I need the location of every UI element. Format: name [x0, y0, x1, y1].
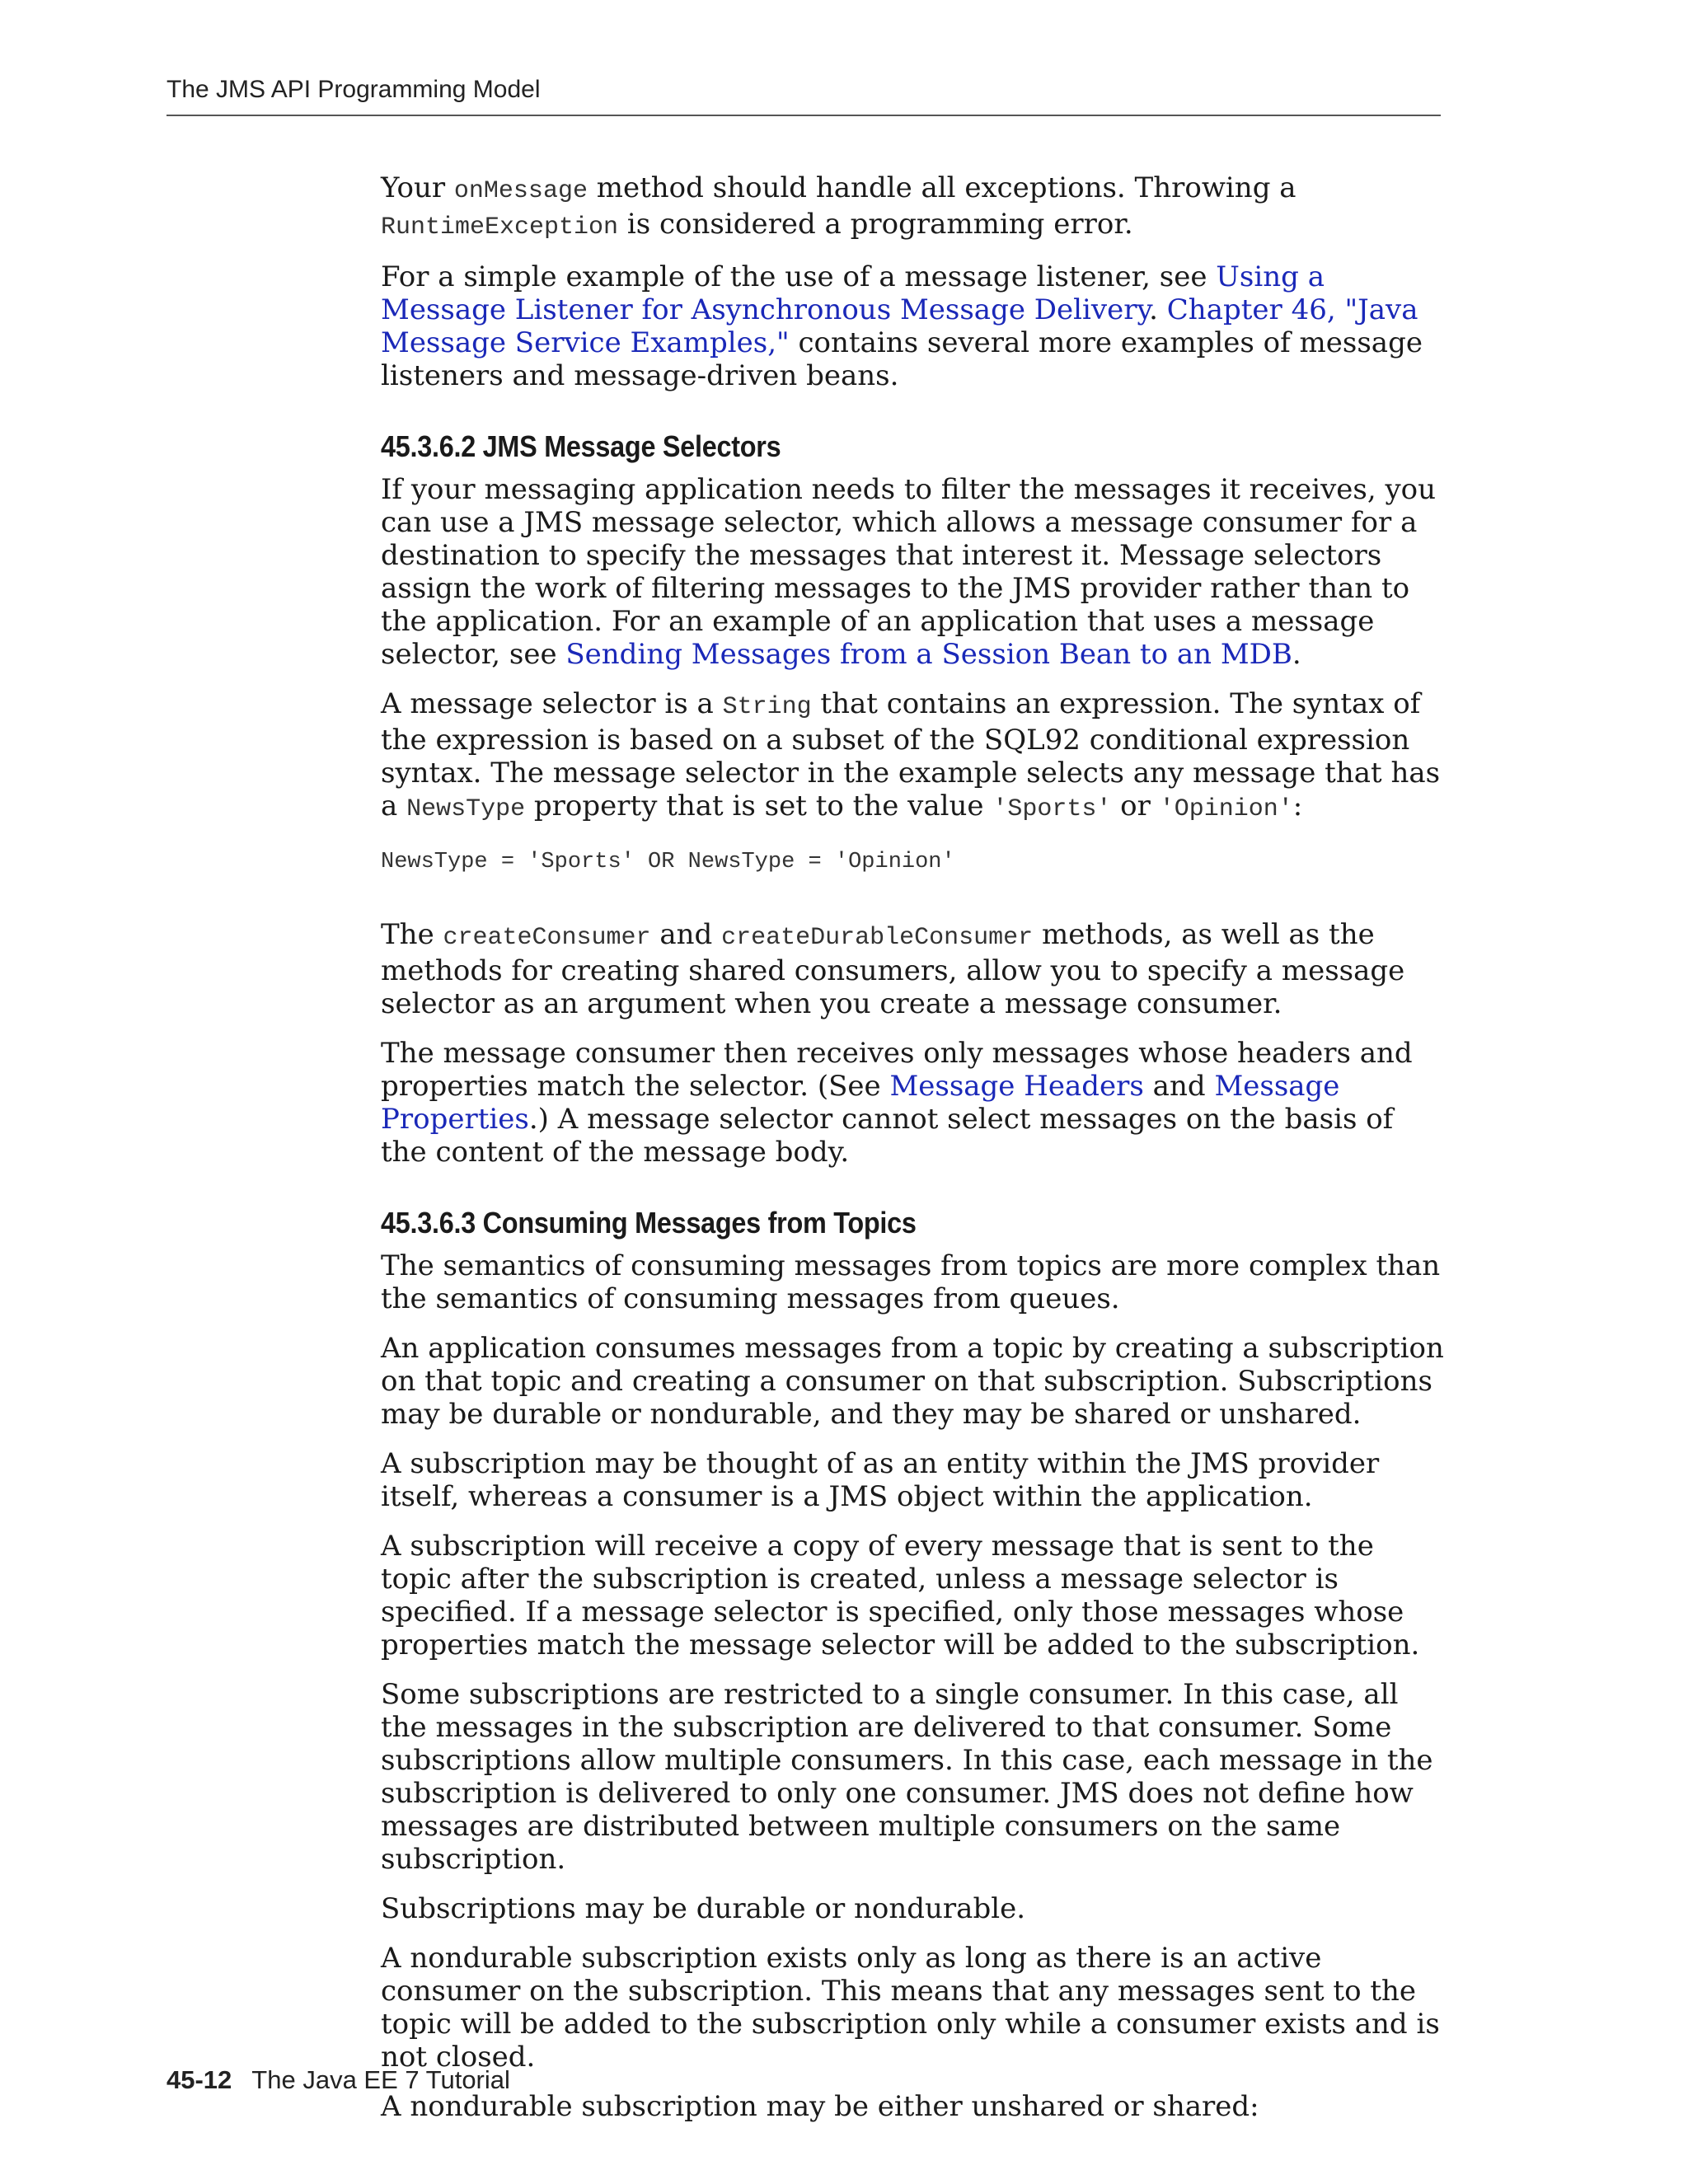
- inline-code: 'Opinion': [1159, 795, 1293, 823]
- intro-paragraph-2: [381, 260, 1444, 392]
- page-number: 45-12: [166, 2065, 232, 2094]
- link-session-bean-mdb[interactable]: Sending Messages from a Session Bean to an MDB: [565, 638, 1292, 671]
- topics-paragraph: A subscription may be thought of as an entity within the JMS provider itself, whereas a consumer is a JMS object within the application.: [381, 1447, 1380, 1513]
- text: contains several more examples of message listeners and message-driven beans.: [381, 326, 1423, 392]
- inline-code: 'Sports': [992, 795, 1112, 823]
- text: that contains an expression. The syntax of the expression is based on a subset of the SQL92 conditional expression syntax. The message selector in the example selects any message that has a: [381, 687, 1441, 823]
- text: methods, as well as the methods for creating shared consumers, allow you to specify a message selector as an argument when you create a message consumer.: [381, 918, 1405, 1020]
- topics-paragraph: Subscriptions may be durable or nondurable.: [381, 1892, 1026, 1925]
- section-heading-message-selectors: 45.3.6.2 JMS Message Selectors: [381, 429, 781, 463]
- text: .: [1149, 293, 1167, 326]
- topics-paragraph: The semantics of consuming messages from topics are more complex than the semantics of consuming messages from queues.: [381, 1249, 1441, 1315]
- topics-paragraph: Some subscriptions are restricted to a single consumer. In this case, all the messages in the subscription are delivered to that consumer. Some subscriptions allow multiple consumers. In this case, each message in the subscription is delivered to only one consumer. JMS does not define how messages are distributed between multiple consumers on the same subscription.: [381, 1678, 1433, 1876]
- inline-code: createDurableConsumer: [721, 924, 1034, 952]
- selectors-paragraph-1: [381, 473, 1444, 671]
- inline-code: onMessage: [453, 177, 588, 205]
- text: is considered a programming error.: [618, 208, 1133, 241]
- topics-paragraph: A nondurable subscription exists only as long as there is an active consumer on the subscription. This means that any messages sent to the topic will be added to the subscription only while a consumer exists and is not closed.: [381, 1942, 1440, 2074]
- inline-code: createConsumer: [443, 924, 651, 952]
- inline-code: RuntimeException: [381, 213, 619, 241]
- header-divider: [166, 115, 1441, 116]
- book-title: The Java EE 7 Tutorial: [251, 2065, 510, 2094]
- intro-paragraph-1: [381, 171, 1444, 244]
- text: or: [1111, 790, 1160, 823]
- text: .) A message selector cannot select messages on the basis of the content of the message body.: [381, 1103, 1394, 1169]
- inline-code: String: [722, 693, 812, 721]
- text: method should handle all exceptions. Throwing a: [587, 171, 1296, 204]
- link-message-properties[interactable]: Message Properties: [381, 1070, 1340, 1136]
- text: .: [1292, 638, 1301, 671]
- text: Your: [381, 171, 454, 204]
- section-heading-consuming-topics: 45.3.6.3 Consuming Messages from Topics: [381, 1206, 917, 1240]
- text: For a simple example of the use of a message listener, see: [381, 260, 1217, 293]
- running-footer: [166, 2065, 510, 2095]
- text: If your messaging application needs to filter the messages it receives, you can use a JMS message selector, which allows a message consumer for a destination to specify the messages that interest it. Message selectors assign the work of filtering messages to the JMS provider rather than to the application. For an example of an application that uses a message selector, see: [381, 473, 1437, 671]
- inline-code: NewsType: [406, 795, 526, 823]
- running-header: The JMS API Programming Model: [166, 76, 541, 103]
- link-chapter-46[interactable]: Chapter 46, "Java Message Service Examples,": [381, 293, 1418, 359]
- selectors-paragraph-2: [381, 687, 1444, 826]
- text: and: [650, 918, 722, 951]
- text: and: [1143, 1070, 1215, 1103]
- text: A message selector is a: [381, 687, 723, 720]
- selectors-paragraph-4: [381, 1037, 1444, 1169]
- code-example: NewsType = 'Sports' OR NewsType = 'Opinion': [381, 850, 955, 874]
- topics-paragraph: An application consumes messages from a topic by creating a subscription on that topic and creating a consumer on that subscription. Subscriptions may be durable or nondurable, and they may be shared or unshared.: [381, 1332, 1444, 1431]
- link-message-headers[interactable]: Message Headers: [889, 1070, 1144, 1103]
- text: The: [381, 918, 443, 951]
- text: The message consumer then receives only messages whose headers and properties match the selector. (See: [381, 1037, 1413, 1103]
- topics-paragraph: A nondurable subscription may be either unshared or shared:: [381, 2090, 1259, 2123]
- text: :: [1292, 790, 1303, 823]
- text: property that is set to the value: [525, 790, 993, 823]
- link-message-listener[interactable]: Using a Message Listener for Asynchronous Message Delivery: [381, 260, 1325, 326]
- topics-paragraph: A subscription will receive a copy of every message that is sent to the topic after the subscription is created, unless a message selector is specified. If a message selector is specified, only those messages whose properties match the message selector will be added to the subscription.: [381, 1530, 1420, 1661]
- page-body: [381, 171, 1444, 2139]
- selectors-paragraph-3: [381, 918, 1444, 1020]
